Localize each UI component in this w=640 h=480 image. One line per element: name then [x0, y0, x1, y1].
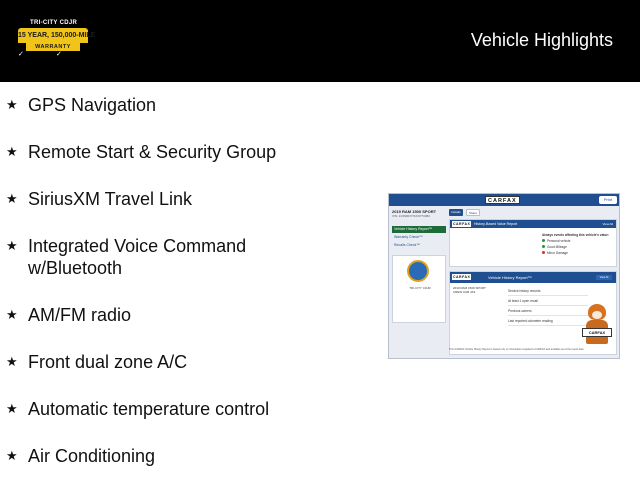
value-events: [542, 232, 616, 256]
feature-label: Automatic temperature control: [28, 399, 270, 419]
vhr-vehicle-details: 2019 RAM 1500 SPORT CREW CAB 4X4: [453, 286, 486, 294]
feature-label: AM/FM radio: [28, 305, 132, 325]
vhr-records: [508, 286, 588, 326]
value-event-item: Good Mileage: [542, 244, 616, 250]
history-value-panel: [449, 219, 617, 267]
carfax-report-thumbnail[interactable]: [388, 193, 620, 359]
feature-label: Front dual zone A/C: [28, 352, 188, 372]
feature-item: [6, 94, 326, 116]
fox-sign: CARFAX: [582, 328, 612, 337]
feature-label: Integrated Voice Command w/Bluetooth: [28, 236, 247, 278]
history-value-panel-link[interactable]: View All: [602, 222, 613, 226]
record-row[interactable]: Last reported odometer reading: [508, 316, 588, 326]
feature-item: [6, 398, 326, 420]
star-bullet-icon: ★: [6, 191, 18, 206]
history-value-panel-bar: [450, 220, 616, 228]
star-bullet-icon: ★: [6, 97, 18, 112]
up-arrow-icon: [542, 245, 545, 248]
sidebar-item-warranty-check[interactable]: Warranty Check™: [394, 235, 423, 239]
check-icon: ✓: [56, 51, 62, 58]
star-bullet-icon: ★: [6, 448, 18, 463]
carfax-main: [449, 209, 617, 355]
history-value-panel-title: History-Based Value Report: [474, 222, 518, 226]
down-arrow-icon: [542, 251, 545, 254]
record-row[interactable]: Previous owners: [508, 306, 588, 316]
tab-details[interactable]: Details: [449, 209, 463, 216]
carfax-mini-logo: CARFAX: [453, 222, 471, 226]
vehicle-history-panel-bar: [450, 272, 616, 283]
feature-item: [6, 351, 326, 373]
print-button[interactable]: Print: [599, 196, 617, 204]
star-bullet-icon: ★: [6, 307, 18, 322]
feature-label: SiriusXM Travel Link: [28, 189, 193, 209]
vehicle-history-panel: [449, 271, 617, 355]
sidebar-item-recalls-check[interactable]: Recalls Check™: [394, 243, 420, 247]
feature-item: [6, 188, 326, 210]
record-row[interactable]: Service history records: [508, 286, 588, 296]
value-events-heading: Always events affecting this vehicle's value:: [542, 233, 610, 237]
logo-main-text: 15 YEAR, 150,000-MILE: [18, 28, 88, 43]
carfax-mini-logo: CARFAX: [453, 275, 471, 279]
carfax-footnote: This CARFAX Vehicle History Report is based only on information supplied to CARFAX and available as of the report date.: [449, 348, 585, 351]
dealer-card: [392, 255, 446, 323]
dealer-card-text: TRI-CITY CDJR: [409, 286, 431, 290]
star-bullet-icon: ★: [6, 354, 18, 369]
carfax-tabs: [449, 209, 617, 216]
carfax-badge-icon: [407, 260, 429, 282]
feature-item: [6, 445, 326, 467]
sidebar-item-history-report[interactable]: Vehicle History Report™: [392, 226, 446, 233]
logo-top-text: TRI-CITY CDJR: [30, 20, 78, 26]
carfax-logo: CARFAX: [485, 196, 520, 204]
record-row[interactable]: At least 1 open recall: [508, 296, 588, 306]
vehicle-history-panel-title: Vehicle History Report™: [488, 275, 532, 280]
value-event-item: Personal vehicle: [542, 238, 616, 244]
carfax-vin: VIN: 1C6SRFVT1KN773384: [392, 214, 430, 218]
feature-label: Air Conditioning: [28, 446, 156, 466]
carfax-vehicle-name: 2019 RAM 1500 SPORT: [392, 209, 437, 214]
dealer-warranty-logo[interactable]: [18, 18, 96, 58]
feature-item: [6, 235, 326, 279]
check-icon: ✓: [18, 51, 24, 58]
feature-label: Remote Start & Security Group: [28, 142, 277, 162]
feature-label: GPS Navigation: [28, 95, 157, 115]
header-bar: [0, 0, 640, 82]
value-event-item: Minor Damage: [542, 250, 616, 256]
view-report-button[interactable]: View All: [596, 275, 612, 280]
page-title: Vehicle Highlights: [470, 30, 613, 50]
star-bullet-icon: ★: [6, 238, 18, 253]
feature-item: [6, 141, 326, 163]
star-bullet-icon: ★: [6, 401, 18, 416]
star-bullet-icon: ★: [6, 144, 18, 159]
carfax-sidebar: [392, 209, 446, 355]
feature-item: [6, 304, 326, 326]
up-arrow-icon: [542, 239, 545, 242]
feature-list: [6, 94, 326, 467]
carfax-fox-mascot-icon: [582, 302, 612, 346]
tab-share[interactable]: Share: [466, 209, 480, 216]
logo-sub-text: WARRANTY: [26, 43, 80, 51]
carfax-top-bar: [389, 194, 620, 206]
